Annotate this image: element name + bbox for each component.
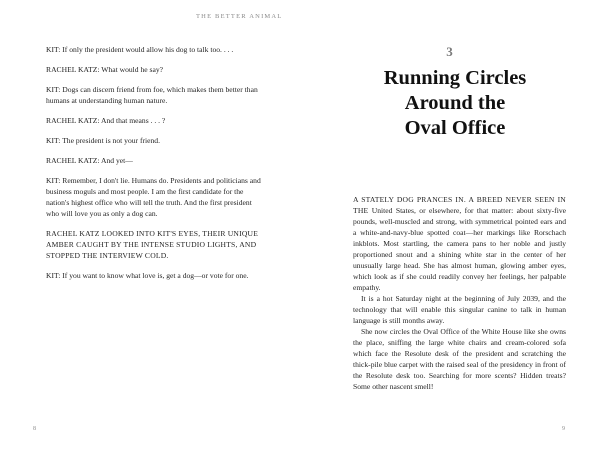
lead-caps: A STATELY DOG PRANCES IN. A BREED NEVER SEEN IN THE: [353, 195, 566, 215]
paragraph: KIT: If only the president would allow his dog to talk too. . . .: [46, 45, 234, 54]
left-page-text: [46, 44, 264, 290]
right-page-text: [353, 194, 566, 392]
page-number-right: 9: [562, 426, 565, 432]
chapter-title: [300, 66, 600, 141]
paragraph: KIT: Remember, I don't lie. Humans do. Presidents and politicians and business moguls and most people. I am the first candidate for the nation's highest office who will tell the truth. And the first president who will love you as only a dog can.: [46, 176, 261, 218]
chapter-title-line: Oval Office: [404, 117, 506, 139]
chapter-number: 3: [446, 44, 454, 59]
paragraph: KIT: Dogs can discern friend from foe, which makes them better than humans at understanding human nature.: [46, 85, 258, 105]
chapter-title-line: Running Circles: [383, 67, 527, 89]
chapter-title-line: Around the: [404, 92, 506, 114]
opening-paragraph: [353, 194, 566, 293]
page-number-left: 8: [33, 426, 36, 432]
lead-rest: United States, or elsewhere, for that matter: about sixty-five pounds, well-muscled and strong, with symmetrical pointed ears and a white-and-navy-blue spotted coat—her markings like Rorschach inkblots. Most startling, the camera pans to her noble and justly proportioned snout and a shining white star in the center of her unusually large head. She has almost human, glowing amber eyes, which look as if she could readily convey her feelings, her palpable empathy.: [353, 206, 566, 292]
paragraph: KIT: The president is not your friend.: [46, 136, 160, 145]
paragraph: KIT: If you want to know what love is, get a dog—or vote for one.: [46, 271, 249, 280]
running-head: THE BETTER ANIMAL: [196, 13, 283, 20]
paragraph: RACHEL KATZ: And yet—: [46, 156, 133, 165]
paragraph: RACHEL KATZ LOOKED INTO KIT'S EYES, THEIR UNIQUE AMBER CAUGHT BY THE INTENSE STUDIO LIGHTS, AND STOPPED THE INTERVIEW COLD.: [46, 229, 259, 260]
paragraph: RACHEL KATZ: And that means . . . ?: [46, 116, 166, 125]
paragraph: It is a hot Saturday night at the beginning of July 2039, and the technology that will enable this singular canine to talk in human language is still months away.: [353, 294, 566, 325]
paragraph: She now circles the Oval Office of the White House like she owns the place, sniffing the large white chairs and cream-colored sofa which face the Resolute desk of the president and scratching the thick-pile blue carpet with the raised seal of the presidency in front of the Resolute desk too. Searching for more scents? Hidden treats? Some other nascent smell!: [353, 327, 566, 391]
paragraph: RACHEL KATZ: What would he say?: [46, 65, 164, 74]
